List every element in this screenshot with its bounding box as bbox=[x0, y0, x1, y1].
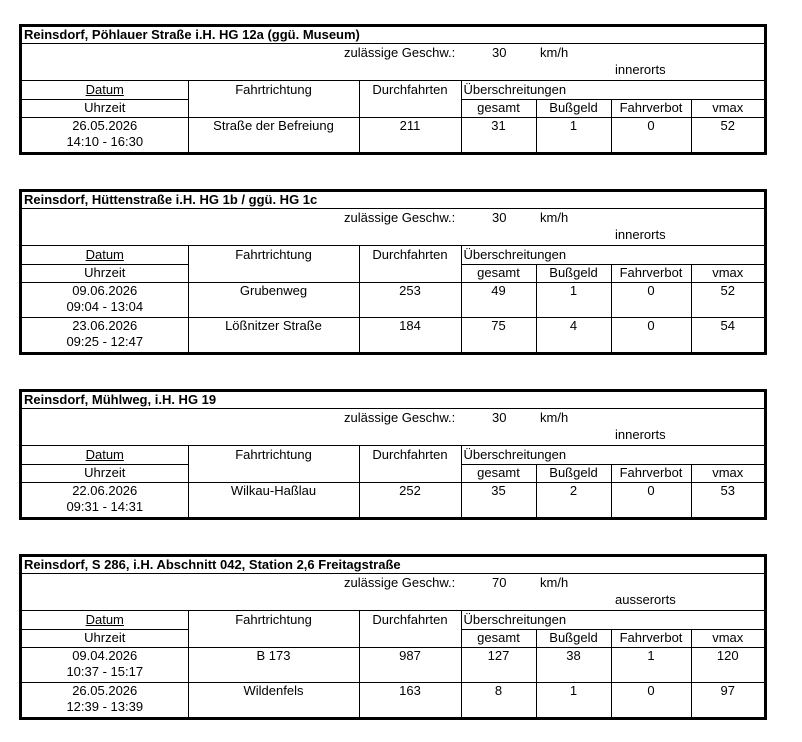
cell-fahrverbot: 0 bbox=[611, 118, 691, 153]
header-ueberschreitungen: Überschreitungen bbox=[461, 611, 764, 630]
header-bussgeld: Bußgeld bbox=[536, 465, 611, 483]
time-text: 10:37 - 15:17 bbox=[66, 664, 144, 679]
cell-bussgeld: 1 bbox=[536, 683, 611, 718]
header-fahrverbot: Fahrverbot bbox=[611, 265, 691, 283]
zone-label: ausserorts bbox=[615, 592, 676, 607]
cell-fahrtrichtung: Straße der Befreiung bbox=[188, 118, 359, 153]
table-row bbox=[22, 483, 764, 518]
header-uhrzeit: Uhrzeit bbox=[22, 465, 188, 483]
header-gesamt: gesamt bbox=[461, 100, 536, 118]
speed-limit-label: zulässige Geschw.: bbox=[344, 210, 456, 225]
measurement-block bbox=[19, 189, 767, 355]
header-durchfahrten: Durchfahrten bbox=[359, 81, 461, 118]
table-row bbox=[22, 648, 764, 683]
header-gesamt: gesamt bbox=[461, 465, 536, 483]
cell-datum bbox=[22, 118, 188, 153]
cell-durchfahrten: 163 bbox=[359, 683, 461, 718]
time-text: 09:04 - 13:04 bbox=[66, 299, 144, 314]
header-fahrtrichtung: Fahrtrichtung bbox=[188, 81, 359, 118]
date-text: 09.04.2026 bbox=[72, 648, 138, 663]
cell-fahrverbot: 0 bbox=[611, 683, 691, 718]
header-vmax: vmax bbox=[691, 465, 764, 483]
header-uhrzeit: Uhrzeit bbox=[22, 630, 188, 648]
cell-durchfahrten: 252 bbox=[359, 483, 461, 518]
cell-fahrtrichtung: B 173 bbox=[188, 648, 359, 683]
speed-limit-value: 30 bbox=[492, 45, 507, 60]
speed-limit-value: 70 bbox=[492, 575, 507, 590]
cell-bussgeld: 4 bbox=[536, 318, 611, 353]
cell-fahrverbot: 1 bbox=[611, 648, 691, 683]
location-title: Reinsdorf, Pöhlauer Straße i.H. HG 12a (ggü. Museum) bbox=[22, 27, 764, 44]
header-fahrverbot: Fahrverbot bbox=[611, 465, 691, 483]
header-vmax: vmax bbox=[691, 265, 764, 283]
speed-limit-label: zulässige Geschw.: bbox=[344, 45, 456, 60]
header-datum: Datum bbox=[22, 246, 188, 265]
time-text: 09:31 - 14:31 bbox=[66, 499, 144, 514]
cell-durchfahrten: 253 bbox=[359, 283, 461, 318]
cell-datum bbox=[22, 648, 188, 683]
location-title: Reinsdorf, Mühlweg, i.H. HG 19 bbox=[22, 392, 764, 409]
measurement-table bbox=[22, 81, 764, 152]
cell-fahrverbot: 0 bbox=[611, 283, 691, 318]
time-text: 12:39 - 13:39 bbox=[66, 699, 144, 714]
cell-datum bbox=[22, 283, 188, 318]
table-row bbox=[22, 318, 764, 353]
zone-label: innerorts bbox=[615, 427, 666, 442]
header-gesamt: gesamt bbox=[461, 630, 536, 648]
header-vmax: vmax bbox=[691, 100, 764, 118]
time-text: 09:25 - 12:47 bbox=[66, 334, 144, 349]
cell-vmax: 97 bbox=[691, 683, 764, 718]
cell-fahrtrichtung: Lößnitzer Straße bbox=[188, 318, 359, 353]
cell-gesamt: 31 bbox=[461, 118, 536, 153]
cell-fahrtrichtung: Wildenfels bbox=[188, 683, 359, 718]
cell-fahrverbot: 0 bbox=[611, 318, 691, 353]
header-durchfahrten: Durchfahrten bbox=[359, 611, 461, 648]
header-uhrzeit: Uhrzeit bbox=[22, 265, 188, 283]
time-text: 14:10 - 16:30 bbox=[66, 134, 144, 149]
header-fahrverbot: Fahrverbot bbox=[611, 100, 691, 118]
speed-limit-label: zulässige Geschw.: bbox=[344, 410, 456, 425]
table-row bbox=[22, 118, 764, 153]
header-datum: Datum bbox=[22, 81, 188, 100]
speed-limit-value: 30 bbox=[492, 210, 507, 225]
date-text: 22.06.2026 bbox=[72, 483, 138, 498]
cell-datum bbox=[22, 683, 188, 718]
header-durchfahrten: Durchfahrten bbox=[359, 446, 461, 483]
cell-bussgeld: 1 bbox=[536, 283, 611, 318]
header-vmax: vmax bbox=[691, 630, 764, 648]
cell-durchfahrten: 211 bbox=[359, 118, 461, 153]
header-bussgeld: Bußgeld bbox=[536, 630, 611, 648]
header-fahrtrichtung: Fahrtrichtung bbox=[188, 446, 359, 483]
header-uhrzeit: Uhrzeit bbox=[22, 100, 188, 118]
speed-limit-row bbox=[22, 574, 764, 611]
header-datum: Datum bbox=[22, 446, 188, 465]
speed-unit: km/h bbox=[540, 410, 569, 425]
zone-label: innerorts bbox=[615, 62, 666, 77]
table-row bbox=[22, 283, 764, 318]
header-ueberschreitungen: Überschreitungen bbox=[461, 246, 764, 265]
cell-vmax: 53 bbox=[691, 483, 764, 518]
date-text: 23.06.2026 bbox=[72, 318, 138, 333]
speed-limit-value: 30 bbox=[492, 410, 507, 425]
measurement-block bbox=[19, 554, 767, 720]
cell-gesamt: 8 bbox=[461, 683, 536, 718]
header-fahrverbot: Fahrverbot bbox=[611, 630, 691, 648]
measurement-table bbox=[22, 446, 764, 517]
cell-fahrtrichtung: Wilkau-Haßlau bbox=[188, 483, 359, 518]
header-datum: Datum bbox=[22, 611, 188, 630]
header-ueberschreitungen: Überschreitungen bbox=[461, 81, 764, 100]
cell-durchfahrten: 184 bbox=[359, 318, 461, 353]
date-text: 26.05.2026 bbox=[72, 118, 138, 133]
header-gesamt: gesamt bbox=[461, 265, 536, 283]
cell-gesamt: 49 bbox=[461, 283, 536, 318]
zone-label: innerorts bbox=[615, 227, 666, 242]
measurement-table bbox=[22, 611, 764, 717]
speed-limit-row bbox=[22, 409, 764, 446]
header-fahrtrichtung: Fahrtrichtung bbox=[188, 611, 359, 648]
speed-limit-row bbox=[22, 209, 764, 246]
cell-gesamt: 127 bbox=[461, 648, 536, 683]
speed-unit: km/h bbox=[540, 210, 569, 225]
cell-vmax: 120 bbox=[691, 648, 764, 683]
measurement-block bbox=[19, 24, 767, 155]
date-text: 26.05.2026 bbox=[72, 683, 138, 698]
location-title: Reinsdorf, Hüttenstraße i.H. HG 1b / ggü. HG 1c bbox=[22, 192, 764, 209]
speed-unit: km/h bbox=[540, 45, 569, 60]
cell-vmax: 54 bbox=[691, 318, 764, 353]
speed-limit-label: zulässige Geschw.: bbox=[344, 575, 456, 590]
cell-bussgeld: 2 bbox=[536, 483, 611, 518]
cell-fahrverbot: 0 bbox=[611, 483, 691, 518]
cell-durchfahrten: 987 bbox=[359, 648, 461, 683]
date-text: 09.06.2026 bbox=[72, 283, 138, 298]
header-ueberschreitungen: Überschreitungen bbox=[461, 446, 764, 465]
header-bussgeld: Bußgeld bbox=[536, 265, 611, 283]
cell-bussgeld: 1 bbox=[536, 118, 611, 153]
cell-bussgeld: 38 bbox=[536, 648, 611, 683]
cell-vmax: 52 bbox=[691, 118, 764, 153]
speed-limit-row bbox=[22, 44, 764, 81]
location-title: Reinsdorf, S 286, i.H. Abschnitt 042, Station 2,6 Freitagstraße bbox=[22, 557, 764, 574]
cell-gesamt: 75 bbox=[461, 318, 536, 353]
header-durchfahrten: Durchfahrten bbox=[359, 246, 461, 283]
measurement-table bbox=[22, 246, 764, 352]
measurement-block bbox=[19, 389, 767, 520]
header-fahrtrichtung: Fahrtrichtung bbox=[188, 246, 359, 283]
table-row bbox=[22, 683, 764, 718]
cell-datum bbox=[22, 483, 188, 518]
cell-vmax: 52 bbox=[691, 283, 764, 318]
header-bussgeld: Bußgeld bbox=[536, 100, 611, 118]
cell-datum bbox=[22, 318, 188, 353]
cell-gesamt: 35 bbox=[461, 483, 536, 518]
cell-fahrtrichtung: Grubenweg bbox=[188, 283, 359, 318]
speed-unit: km/h bbox=[540, 575, 569, 590]
